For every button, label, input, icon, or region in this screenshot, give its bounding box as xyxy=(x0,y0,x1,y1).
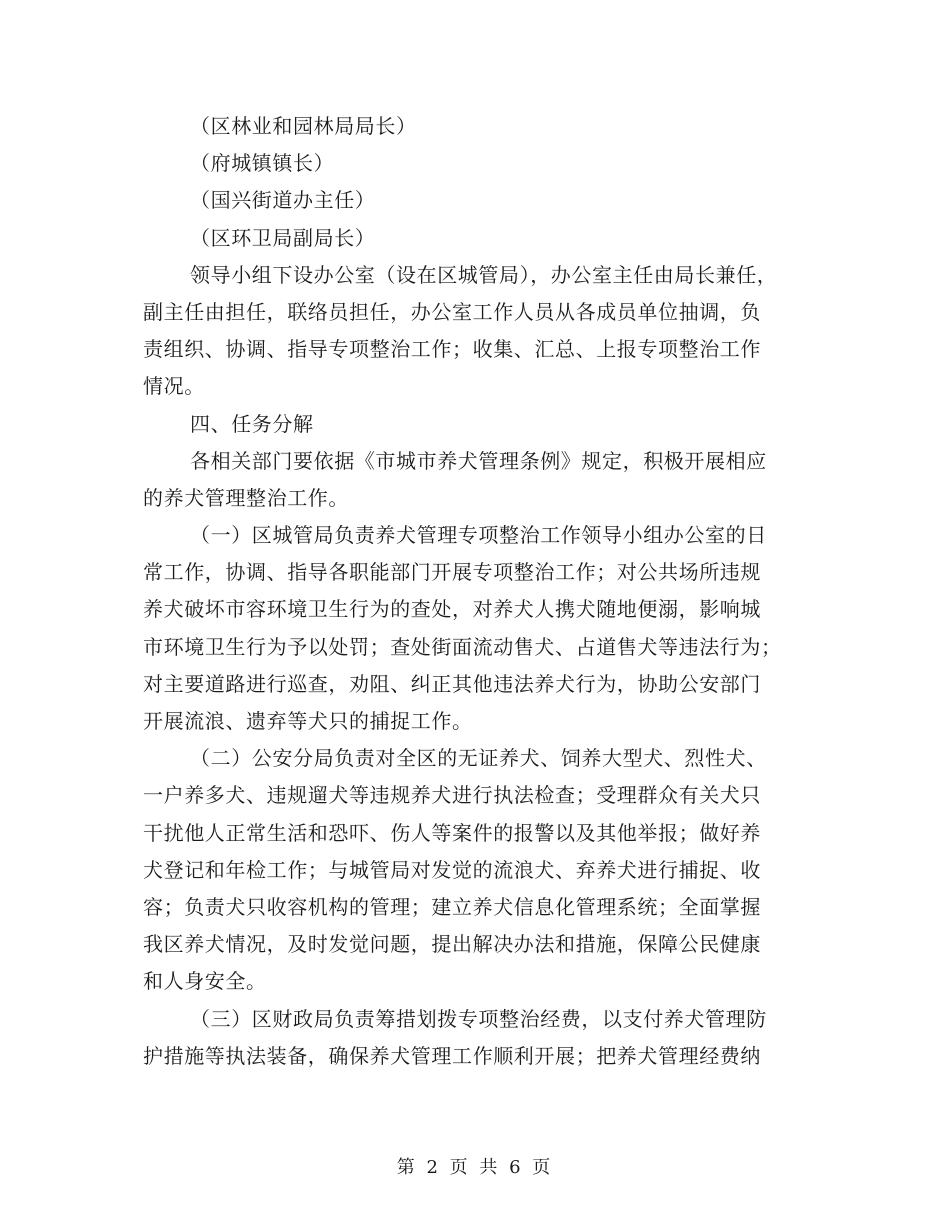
text-line: 情况。 xyxy=(143,374,205,399)
text-line: 各相关部门要依据《市城市养犬管理条例》规定，积极开展相应 xyxy=(190,448,767,473)
text-line: 一户养多犬、违规遛犬等违规养犬进行执法检查；受理群众有关犬只 xyxy=(143,783,761,808)
text-line: 副主任由担任，联络员担任，办公室工作人员从各成员单位抽调，负 xyxy=(143,299,761,324)
text-line: 我区养犬情况，及时发觉问题，提出解决办法和措施，保障公民健康 xyxy=(143,932,761,957)
text-line: 护措施等执法装备，确保养犬管理工作顺利开展；把养犬管理经费纳 xyxy=(143,1043,761,1068)
text-line: （区环卫局副局长） xyxy=(190,225,376,250)
text-line: 和人身安全。 xyxy=(143,969,267,994)
text-line: （区林业和园林局局长） xyxy=(190,114,417,138)
page-number-footer: 第 2 页 共 6 页 xyxy=(396,1157,554,1178)
text-line: 的养犬管理整治工作。 xyxy=(143,485,349,510)
text-line: 干扰他人正常生活和恐吓、伤人等案件的报警以及其他举报；做好养 xyxy=(143,820,761,845)
document-body xyxy=(143,108,815,1075)
text-line: （府城镇镇长） xyxy=(190,151,335,176)
text-line: 犬登记和年检工作；与城管局对发觉的流浪犬、弃养犬进行捕捉、收 xyxy=(143,857,761,882)
text-line: 养犬破坏市容环境卫生行为的查处，对养犬人携犬随地便溺，影响城 xyxy=(143,597,761,622)
text-line: （国兴街道办主任） xyxy=(190,188,376,213)
text-line: （三）区财政局负责筹措划拨专项整治经费，以支付养犬管理防 xyxy=(190,1006,767,1031)
text-line: 领导小组下设办公室（设在区城管局），办公室主任由局长兼任， xyxy=(190,262,778,287)
text-line: 容；负责犬只收容机构的管理；建立养犬信息化管理系统；全面掌握 xyxy=(143,894,761,919)
text-line: 市环境卫生行为予以处罚；查处街面流动售犬、占道售犬等违法行为； xyxy=(143,634,782,659)
text-line: 四、任务分解 xyxy=(190,411,314,436)
text-line: （一）区城管局负责养犬管理专项整治工作领导小组办公室的日 xyxy=(190,523,767,548)
text-line: 责组织、协调、指导专项整治工作；收集、汇总、上报专项整治工作 xyxy=(143,337,761,362)
text-line: 开展流浪、遗弃等犬只的捕捉工作。 xyxy=(143,709,473,733)
text-line: （二）公安分局负责对全区的无证养犬、饲养大型犬、烈性犬、 xyxy=(190,746,767,771)
text-line: 常工作，协调、指导各职能部门开展专项整治工作；对公共场所违规 xyxy=(143,560,761,585)
text-line: 对主要道路进行巡查，劝阻、纠正其他违法养犬行为，协助公安部门 xyxy=(143,671,761,696)
